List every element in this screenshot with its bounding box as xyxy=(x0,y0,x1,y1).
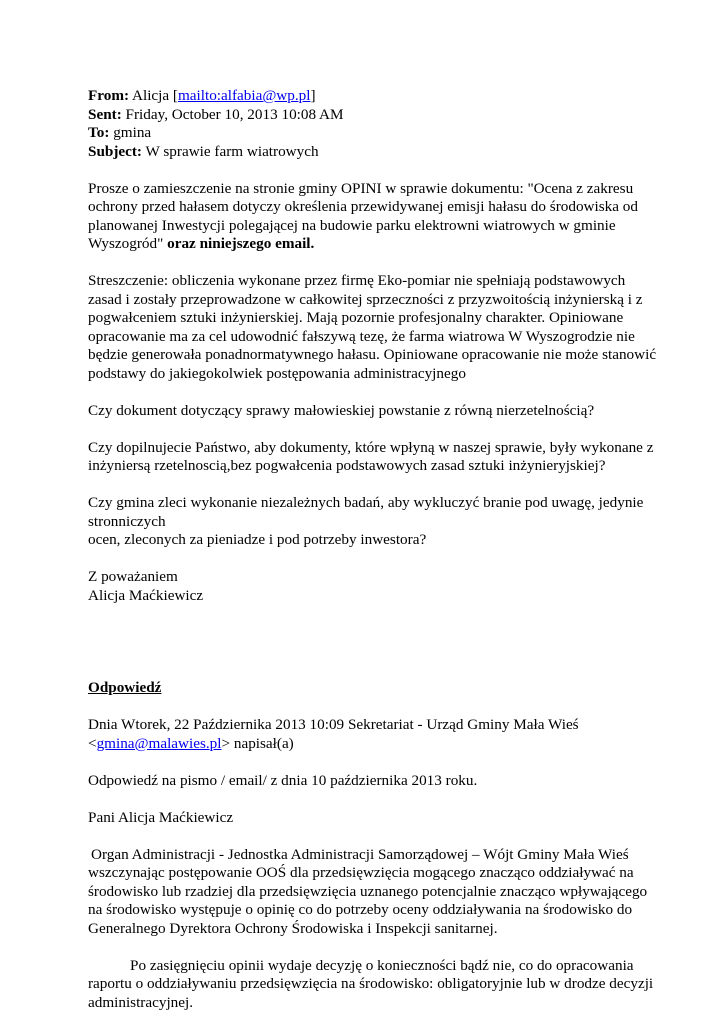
text-line: Czy dopilnujecie Państwo, aby dokumenty, które wpłyną w naszej sprawie, były wykonane z xyxy=(88,438,654,456)
to-label: To: xyxy=(88,124,110,141)
text-line: środowisko lub rzadziej dla przedsięwzięcia uznanego potencjalnie znacząco wpływającego xyxy=(88,882,648,900)
signature: Alicja Maćkiewicz xyxy=(88,586,204,604)
text-line xyxy=(88,235,688,254)
text-line: administracyjnej. xyxy=(88,993,194,1011)
text-line: raportu o oddziaływaniu przedsięwzięcia na środowisko: obligatoryjnie lub w drodze decyzji xyxy=(88,975,654,992)
subject-value: W sprawie farm wiatrowych xyxy=(145,142,319,160)
text-line: opracowanie ma za cel udowodnić fałszywą tezę, że farma wiatrowa W Wyszogrodzie nie xyxy=(88,327,635,345)
reply-paragraph-1 xyxy=(88,846,688,939)
reply-intro xyxy=(88,716,688,753)
document-page xyxy=(88,87,688,1012)
to-line xyxy=(88,124,688,143)
reply-heading: Odpowiedź xyxy=(88,679,162,696)
text-line: ocen, zleconych za pieniadze i pod potrzeby inwestora? xyxy=(88,531,427,548)
text-line: Czy gmina zleci wykonanie niezależnych badań, aby wykluczyć branie pod uwagę, jedynie xyxy=(88,494,644,511)
question-3 xyxy=(88,494,688,550)
reply-salutation: Pani Alicja Maćkiewicz xyxy=(88,808,234,826)
from-name: Alicja [ xyxy=(132,87,178,104)
text-line: Generalnego Dyrektora Ochrony Środowiska i Inspekcji sanitarnej. xyxy=(88,919,498,937)
text-line: ochrony przed hałasem dotyczy określenia przewidywanej emisji hałasu do środowiska od xyxy=(88,198,638,215)
text-line: Streszczenie: obliczenia wykonane przez firmę Eko-pomiar nie spełniają podstawowych xyxy=(88,272,626,289)
sent-line xyxy=(88,106,688,125)
to-value: gmina xyxy=(113,124,152,141)
subject-label: Subject: xyxy=(88,142,142,160)
sent-label: Sent: xyxy=(88,105,122,123)
text-line: Organ Administracji - Jednostka Administracji Samorządowej – Wójt Gminy Mała Wieś xyxy=(91,845,629,863)
text-line: będzie generowała ponadnormatywnego hałasu. Opiniowane opracowanie nie może stanowić xyxy=(88,346,657,363)
email-paragraph-summary xyxy=(88,272,688,383)
close-bracket-text: > napisał(a) xyxy=(221,734,294,752)
bold-text: oraz niniejszego email. xyxy=(167,235,315,252)
from-close-bracket: ] xyxy=(310,87,316,104)
question-2 xyxy=(88,439,688,476)
sent-value: Friday, October 10, 2013 10:08 AM xyxy=(125,105,344,123)
text-line: wszczynając postępowanie OOŚ dla przedsięwzięcia mogącego znacząco oddziaływać na xyxy=(88,864,634,881)
text-line: Dnia Wtorek, 22 Października 2013 10:09 Sekretariat - Urząd Gminy Mała Wieś xyxy=(88,716,579,733)
text-line: pogwałceniem sztuki inżynierskiej. Mają pozornie profesjonalny charakter. Opiniowane xyxy=(88,309,624,326)
text-span: Wyszogród" xyxy=(88,235,168,252)
text-line: zasad i zostały przeprowadzone w całkowitej sprzeczności z przyzwoitością inżynierską i z xyxy=(88,290,643,308)
text-line: stronniczych xyxy=(88,512,166,530)
from-line xyxy=(88,87,688,106)
email-header xyxy=(88,87,688,161)
from-mailto-link[interactable]: mailto:alfabia@wp.pl xyxy=(177,87,311,104)
open-bracket: < xyxy=(88,734,97,752)
text-line: podstawy do jakiegokolwiek postępowania administracyjnego xyxy=(88,364,466,382)
text-line: Prosze o zamieszczenie na stronie gminy OPINI w sprawie dokumentu: "Ocena z zakresu xyxy=(88,179,634,197)
text-line: na środowisko występuje o opinię co do potrzeby oceny oddziaływania na środowisko do xyxy=(88,901,633,918)
reply-reference: Odpowiedź na pismo / email/ z dnia 10 października 2013 roku. xyxy=(88,771,478,789)
email-paragraph-request xyxy=(88,180,688,254)
subject-line xyxy=(88,143,688,162)
text-line: Po zasięgnięciu opinii wydaje decyzję o konieczności bądź nie, co do opracowania xyxy=(130,956,634,974)
reply-paragraph-2 xyxy=(88,957,688,1013)
gmina-email-link[interactable]: gmina@malawies.pl xyxy=(96,734,222,752)
question-1: Czy dokument dotyczący sprawy małowieskiej powstanie z równą nierzetelnością? xyxy=(88,401,595,419)
text-line: planowanej Inwestycji polegającej na budowie parku elektrowni wiatrowych w gminie xyxy=(88,216,616,234)
from-label: From: xyxy=(88,87,130,104)
closing: Z poważaniem xyxy=(88,568,178,585)
text-line: inżyniersą rzetelnoscią,bez pogwałcenia podstawowych zasad sztuki inżynieryjskiej? xyxy=(88,457,606,474)
text-line xyxy=(88,735,688,754)
